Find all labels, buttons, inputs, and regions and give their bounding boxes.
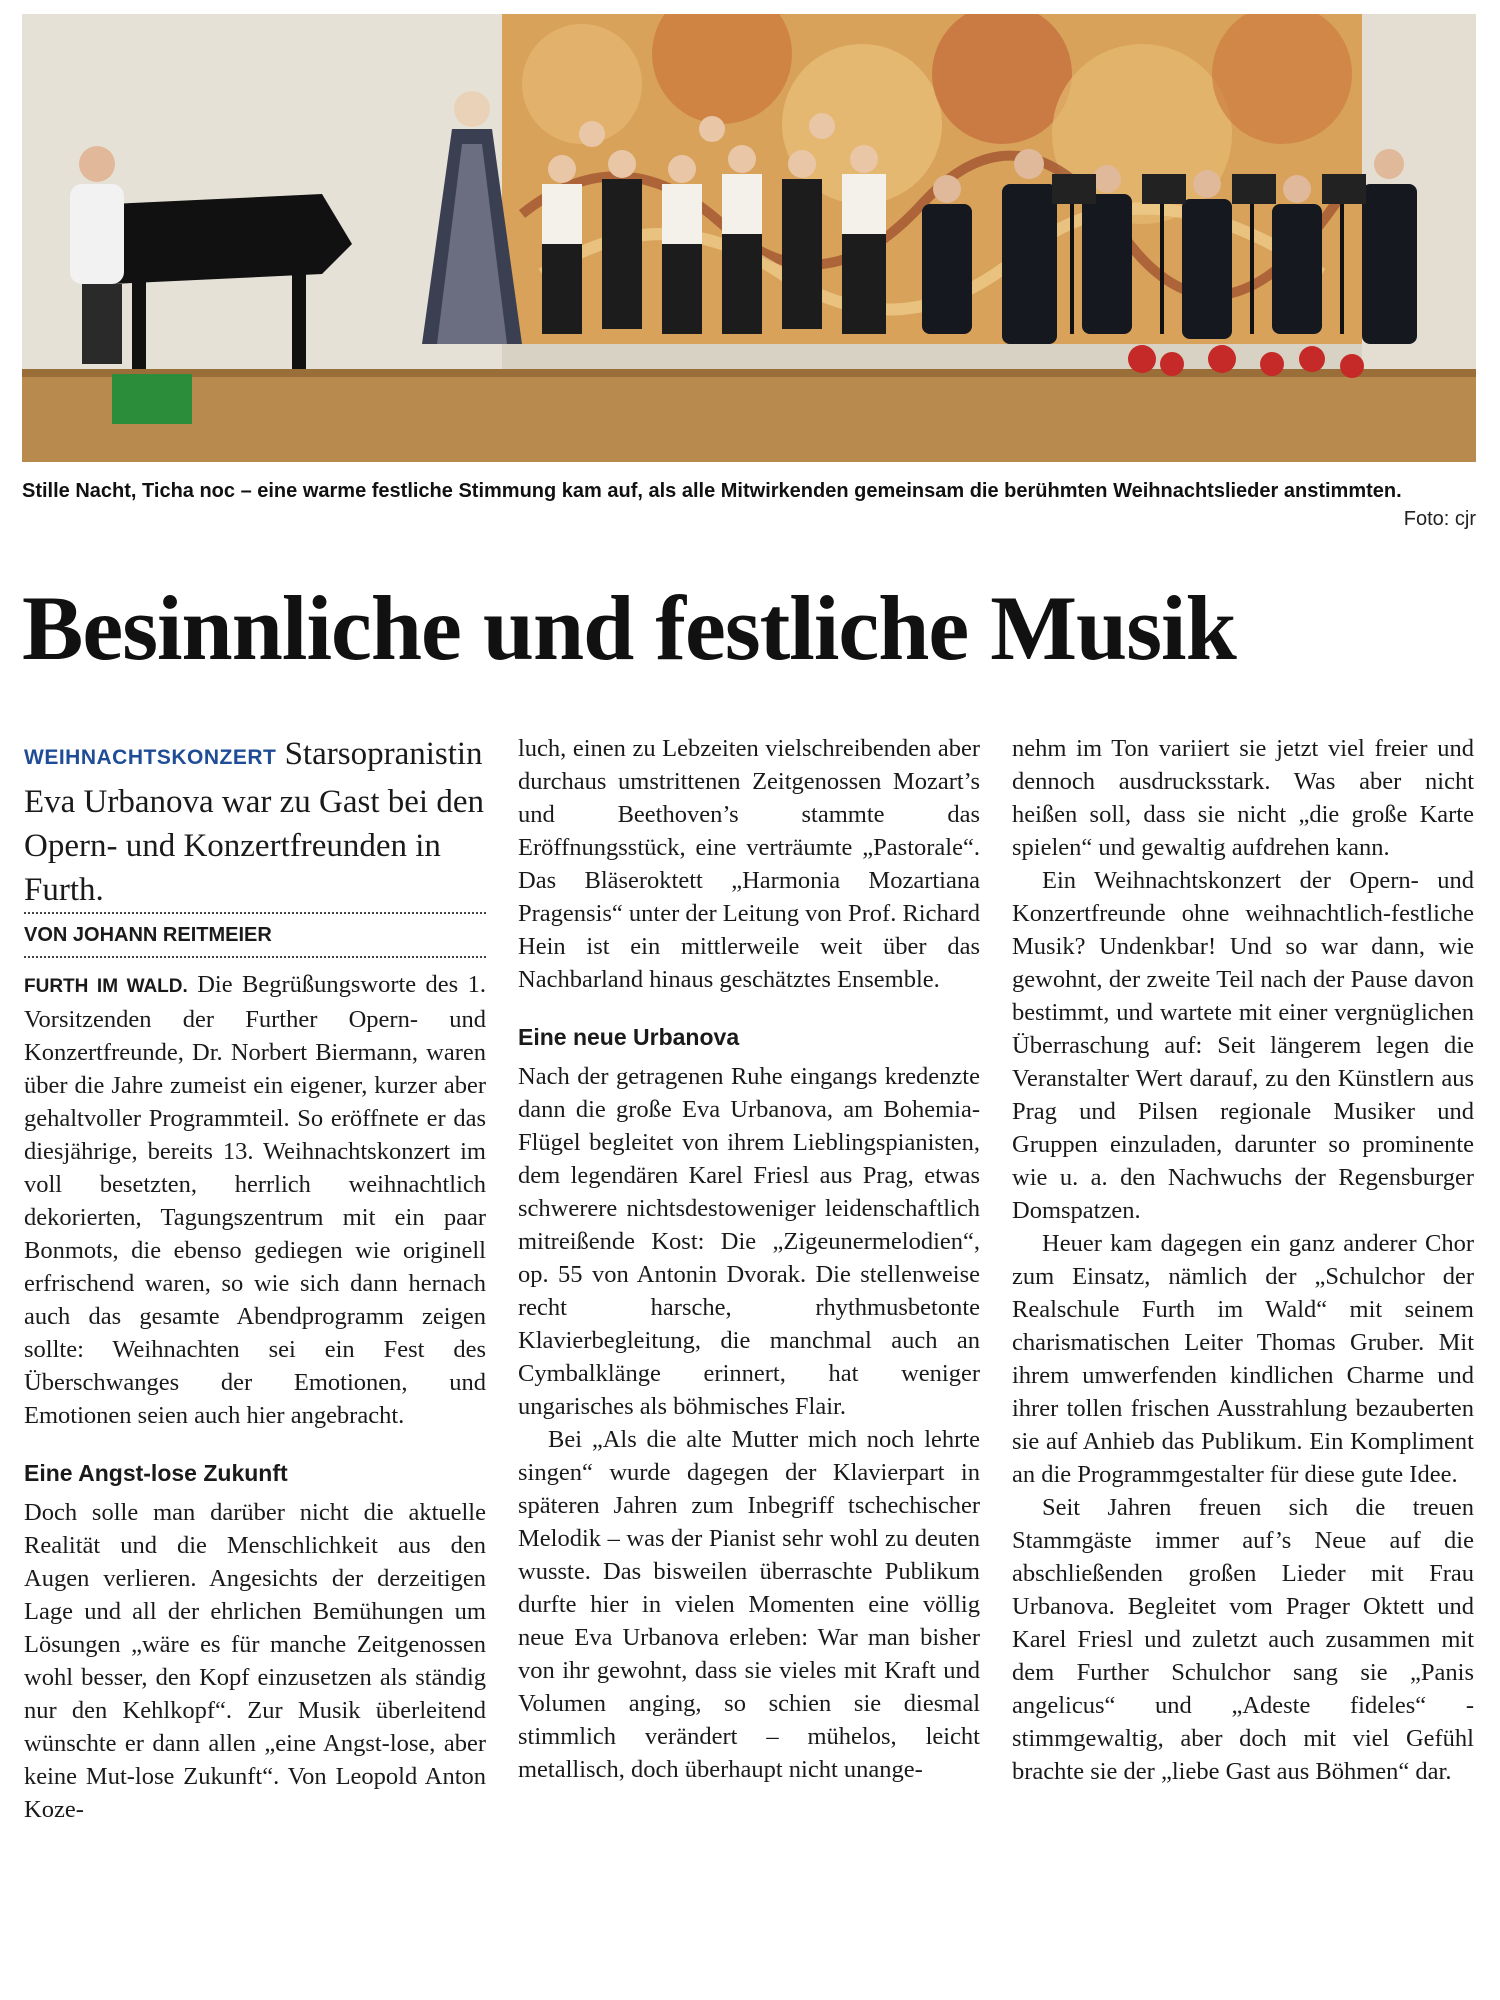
article-column-3 [1012,732,1474,1788]
paragraph: luch, einen zu Lebzeiten vielschreibenden aber durchaus umstrittenen Zeitgenossen Mozart’s und Beethoven’s stammte das Eröffnungsstück, eine verträumte „Pastorale“. Das Bläseroktett „Harmonia Mozartiana Pragensis“ unter der Leitung von Prof. Richard Hein ist ein mittlerweile weit über das Nachbarland hinaus geschätztes Ensemble. [518,735,980,993]
teaser-kicker: WEIHNACHTSKONZERT [24,746,277,769]
paragraph [24,968,486,1432]
concert-photo-illustration [22,14,1476,462]
byline: VON JOHANN REITMEIER [24,912,486,958]
paragraph: nehm im Ton variiert sie jetzt viel freier und dennoch ausdrucksstark. Was aber nicht heißen soll, dass sie nicht „die große Karte spielen“ und gewaltig aufdrehen kann. [1012,735,1474,861]
teaser-text: Starsopranistin Eva Urbanova war zu Gast bei den Opern- und Konzertfreunden in Furth. [24,736,484,908]
paragraph: Heuer kam dagegen ein ganz anderer Chor zum Einsatz, nämlich der „Schulchor der Realschule Furth im Wald“ mit seinem charismatischen Leiter Thomas Gruber. Mit ihrem umwerfenden kindlichen Charme und ihrer tollen frischen Ausstrahlung bezauberten sie auf Anhieb das Publikum. Ein Kompliment an die Programmgestalter für diese gute Idee. [1012,1230,1474,1488]
photo-credit: Foto: cjr [1403,508,1476,530]
article-column-2 [518,732,980,1786]
paragraph: Doch solle man darüber nicht die aktuelle Realität und die Menschlichkeit aus den Augen verlieren. Angesichts der derzeitigen Lage und all der ehrlichen Bemühungen um Lösungen „wäre es für manche Zeitgenossen wohl besser, den Kopf einzusetzen als ständig nur den Kehlkopf“. Zur Musik überleitend wünschte er dann allen „eine Angst-lose, aber keine Mut-lose Zukunft“. Von Leopold Anton Koze- [24,1499,486,1823]
article-photo [22,14,1476,462]
article-column-1 [24,732,486,1826]
article-headline: Besinnliche und festliche Musik [22,577,1236,679]
paragraph: Nach der getragenen Ruhe eingangs kredenzte dann die große Eva Urbanova, am Bohemia-Flügel begleitet von ihrem Lieblingspianisten, dem legendären Karel Friesl aus Prag, etwas schwerere nichtsdestoweniger leidenschaftlich mitreißende Kost: Die „Zigeunermelodien“, op. 55 von Antonin Dvorak. Die stellenweise recht harsche, rhythmusbetonte Klavierbegleitung, die manchmal auch an Cymbalklänge erinnert, hat weniger ungarisches als böhmisches Flair. [518,1063,980,1420]
subheading-angst-lose-zukunft: Eine Angst-lose Zukunft [24,1460,288,1486]
subheading-neue-urbanova: Eine neue Urbanova [518,1024,740,1050]
paragraph: Seit Jahren freuen sich die treuen Stammgäste immer auf’s Neue auf die abschließenden großen Lieder mit Frau Urbanova. Begleitet vom Prager Oktett und Karel Friesl und zuletzt auch zusammen mit dem Further Schulchor sang sie „Panis angelicus“ und „Adeste fideles“ - stimmgewaltig, aber doch mit viel Gefühl brachte sie der „liebe Gast aus Böhmen“ dar. [1012,1494,1474,1785]
paragraph: Ein Weihnachtskonzert der Opern- und Konzertfreunde ohne weihnachtlich-festliche Musik? Undenkbar! Und so war dann, wie gewohnt, der zweite Teil nach der Pause davon bestimmt, und wartete mit einer vergnüglichen Überraschung auf: Seit längerem legen die Veranstalter Wert darauf, zu den Künstlern aus Prag und Pilsen regionale Musiker und Gruppen einzuladen, darunter so prominente wie u. a. den Nachwuchs der Regensburger Domspatzen. [1012,867,1474,1224]
photo-caption: Stille Nacht, Ticha noc – eine warme festliche Stimmung kam auf, als alle Mitwirkenden gemeinsam die berühmten Weihnachtslieder anstimmten. [22,480,1402,502]
paragraph-text: Die Begrüßungsworte des 1. Vorsitzenden der Further Opern- und Konzertfreunde, Dr. Norbert Biermann, waren über die Jahre zumeist ein eigener, kurzer aber gehaltvoller Programmteil. So eröffnete er das diesjährige, bereits 13. Weihnachtskonzert im voll besetzten, herrlich weihnachtlich dekorierten, Tagungszentrum mit ein paar Bonmots, die ebenso gediegen wie originell erfrischend waren, so wie sich dann hernach auch das gesamte Abendprogramm zeigen sollte: Weihnachten sei ein Fest des Überschwanges der Emotionen, und Emotionen seien auch hier angebracht. [24,971,486,1429]
dateline: FURTH IM WALD. [24,976,188,997]
paragraph: Bei „Als die alte Mutter mich noch lehrte singen“ wurde dagegen der Klavierpart in späteren Jahren zum Inbegriff tschechischer Melodik – was der Pianist sehr wohl zu deuten wusste. Das bisweilen überraschte Publikum durfte hier in vielen Momenten eine völlig neue Eva Urbanova erleben: War man bisher von ihr gewohnt, dass sie vieles mit Kraft und Volumen anging, so schien sie diesmal stimmlich verändert – mühelos, leicht metallisch, doch überhaupt nicht unange- [518,1426,980,1783]
article-teaser [24,732,486,912]
